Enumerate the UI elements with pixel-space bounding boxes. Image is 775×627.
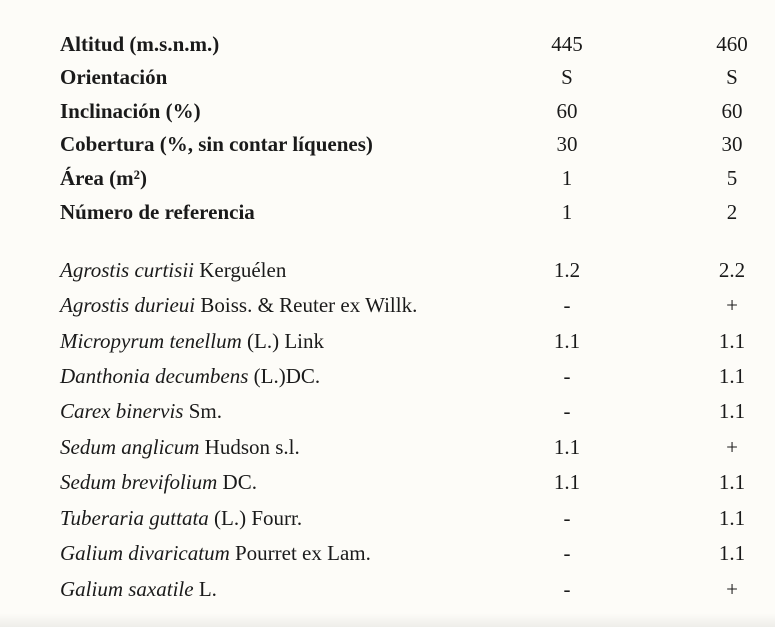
releve-1-value: 445 (551, 32, 583, 56)
header-row-inclinacion (0, 94, 775, 128)
species-label (60, 253, 286, 287)
releve-2-value: + (726, 577, 738, 601)
species-row (0, 536, 775, 570)
releve-2-value: 60 (721, 99, 743, 123)
species-name: Danthonia decumbens (60, 364, 249, 388)
species-name: Galium divaricatum (60, 541, 230, 565)
releve-1-value: S (561, 65, 573, 89)
species-name: Galium saxatile (60, 577, 194, 601)
releve-1-value: - (563, 577, 571, 601)
species-row (0, 572, 775, 606)
species-name: Agrostis durieui (60, 293, 196, 317)
species-name: Agrostis curtisii (60, 258, 194, 282)
page-edge-shadow (0, 613, 775, 627)
releve-1-value: - (563, 399, 571, 423)
species-author: L. (198, 577, 217, 601)
releve-1-value: - (563, 293, 571, 317)
releve-2-value: 2.2 (718, 258, 746, 282)
species-author: Hudson s.l. (204, 435, 300, 459)
header-row-altitud (0, 27, 775, 61)
row-label: Área (m²) (60, 166, 147, 190)
releve-2-value: 5 (726, 166, 738, 190)
species-name: Sedum brevifolium (60, 470, 218, 494)
species-row (0, 324, 775, 358)
species-row (0, 359, 775, 393)
species-row (0, 501, 775, 535)
row-label: Altitud (m.s.n.m.) (60, 32, 220, 56)
releve-1-value: 1.1 (553, 329, 581, 353)
species-row (0, 394, 775, 428)
species-label (60, 465, 257, 499)
releve-1-value: 1.1 (553, 435, 581, 459)
species-label (60, 430, 300, 464)
header-row-orientacion (0, 60, 775, 94)
header-row-cobertura (0, 127, 775, 161)
species-label (60, 572, 217, 606)
species-name: Tuberaria guttata (60, 506, 209, 530)
releve-1-value: - (563, 541, 571, 565)
releve-2-value: 30 (721, 132, 743, 156)
releve-2-value: 1.1 (718, 541, 746, 565)
releve-2-value: + (726, 293, 738, 317)
species-label (60, 501, 302, 535)
releve-1-value: - (563, 364, 571, 388)
releve-1-value: 30 (556, 132, 578, 156)
species-row (0, 253, 775, 287)
species-row (0, 465, 775, 499)
releve-2-value: 1.1 (718, 506, 746, 530)
species-row (0, 430, 775, 464)
row-label: Inclinación (%) (60, 99, 201, 123)
species-label (60, 394, 222, 428)
releve-1-value: - (563, 506, 571, 530)
releve-2-value: 1.1 (718, 470, 746, 494)
releve-2-value: 1.1 (718, 364, 746, 388)
species-name: Micropyrum tenellum (60, 329, 242, 353)
species-author: Boiss. & Reuter ex Willk. (200, 293, 418, 317)
species-author: (L.)DC. (253, 364, 321, 388)
releve-2-value: 2 (726, 200, 738, 224)
row-label: Cobertura (%, sin contar líquenes) (60, 132, 373, 156)
row-label: Orientación (60, 65, 168, 89)
species-author: Kerguélen (199, 258, 287, 282)
species-row (0, 288, 775, 322)
releve-1-value: 1 (561, 200, 573, 224)
releve-2-value: 460 (716, 32, 748, 56)
releve-2-value: 1.1 (718, 399, 746, 423)
releve-1-value: 1.2 (553, 258, 581, 282)
species-author: (L.) Link (247, 329, 324, 353)
releve-2-value: 1.1 (718, 329, 746, 353)
releve-2-value: S (726, 65, 738, 89)
releve-2-value: + (726, 435, 738, 459)
species-label (60, 288, 417, 322)
species-author: Pourret ex Lam. (234, 541, 371, 565)
releve-1-value: 1 (561, 166, 573, 190)
species-name: Carex binervis (60, 399, 184, 423)
species-author: Sm. (188, 399, 222, 423)
releve-1-value: 60 (556, 99, 578, 123)
header-row-referencia (0, 195, 775, 229)
species-name: Sedum anglicum (60, 435, 200, 459)
species-author: DC. (222, 470, 257, 494)
species-label (60, 536, 371, 570)
species-author: (L.) Fourr. (214, 506, 303, 530)
row-label: Número de referencia (60, 200, 255, 224)
header-row-area (0, 161, 775, 195)
releve-1-value: 1.1 (553, 470, 581, 494)
species-label (60, 359, 320, 393)
species-label (60, 324, 324, 358)
